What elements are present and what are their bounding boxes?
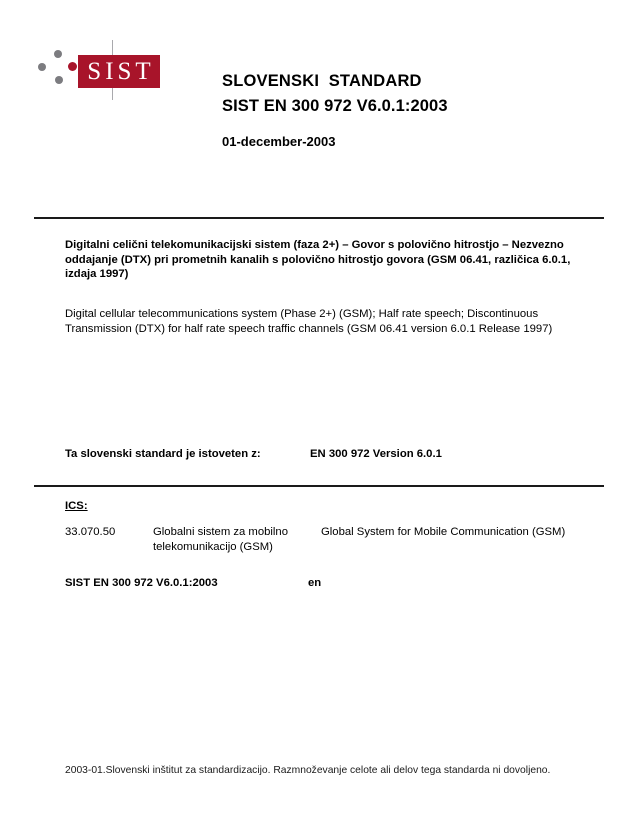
reference-language: en xyxy=(308,577,322,589)
logo-dots-icon xyxy=(34,50,80,92)
ics-table xyxy=(65,525,585,554)
reference-row xyxy=(65,577,585,589)
title-slovene: Digitalni celični telekomunikacijski sistem (faza 2+) – Govor s polovično hitrostjo – Nezvezno oddajanje (DTX) pri prometnih kanalih s polovično hitrostjo govora (GSM 06.41, različica 6.0.1, izdaja 1997) xyxy=(65,239,571,281)
reference-designation: SIST EN 300 972 V6.0.1:2003 xyxy=(65,577,218,589)
standard-designation: SIST EN 300 972 V6.0.1:2003 xyxy=(222,97,448,115)
logo-wordmark-box xyxy=(78,55,160,88)
ics-label: ICS: xyxy=(65,500,88,512)
equivalence-label: Ta slovenski standard je istoveten z: xyxy=(65,448,261,460)
standard-kind-heading: SLOVENSKI STANDARD xyxy=(222,72,422,90)
ics-row xyxy=(65,525,585,554)
equivalence-value: EN 300 972 Version 6.0.1 xyxy=(310,448,442,460)
logo-dot-red-accent xyxy=(68,62,77,71)
divider-rule-bottom xyxy=(34,485,604,487)
publication-date: 01-december-2003 xyxy=(222,134,336,149)
divider-rule-top xyxy=(34,217,604,219)
logo-dot-gray-bottom xyxy=(55,76,63,84)
ics-code: 33.070.50 xyxy=(65,526,116,538)
ics-title-slovene: Globalni sistem za mobilno telekomunikacijo (GSM) xyxy=(153,526,288,553)
copyright-footer: 2003-01.Slovenski inštitut za standardizacijo. Razmnoževanje celote ali delov tega standarda ni dovoljeno. xyxy=(65,765,551,776)
title-english: Digital cellular telecommunications system (Phase 2+) (GSM); Half rate speech; Discontinuous Transmission (DTX) for half rate speech traffic channels (GSM 06.41 version 6.0.1 Release 1997) xyxy=(65,308,553,335)
equivalence-row xyxy=(65,448,585,460)
sist-logo xyxy=(34,40,164,100)
ics-title-english: Global System for Mobile Communication (GSM) xyxy=(321,526,566,538)
logo-dot-gray-top xyxy=(54,50,62,58)
header-title-group xyxy=(222,72,602,149)
logo-dot-gray-left xyxy=(38,63,46,71)
logo-wordmark-text: SIST xyxy=(87,58,155,85)
